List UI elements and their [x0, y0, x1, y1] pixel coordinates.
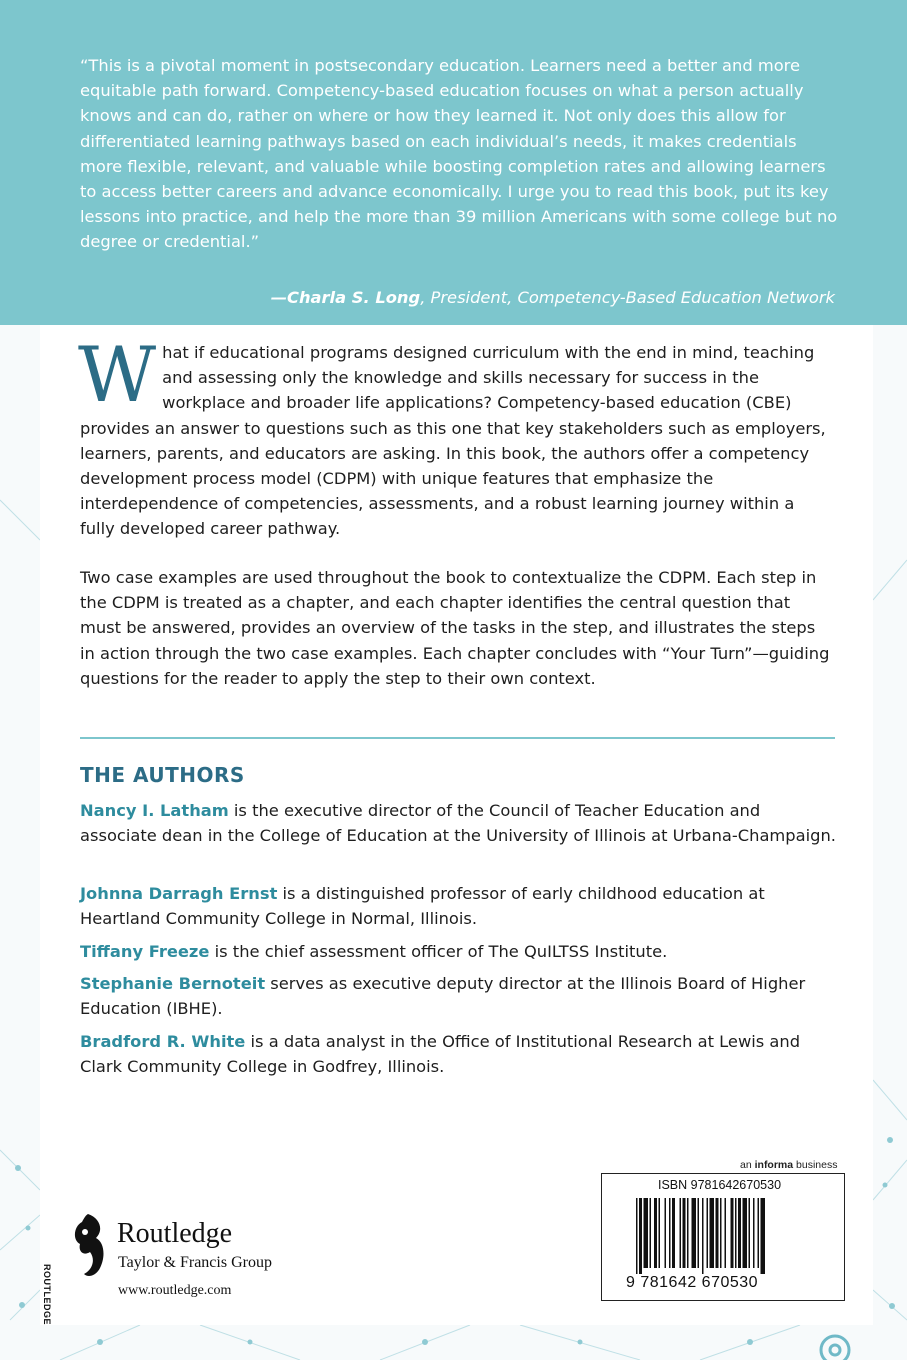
- barcode-bar: [639, 1198, 642, 1274]
- author-description: is a data analyst in the Office of Institutional Research at Lewis and Clark Community College in Godfrey, Illinois.: [80, 1032, 801, 1077]
- barcode-bar: [683, 1198, 686, 1268]
- barcode-bar: [735, 1198, 737, 1268]
- tagline-suffix: business: [793, 1159, 838, 1171]
- author-name: Nancy I. Latham: [80, 801, 229, 820]
- author-description: is the executive director of the Council of Teacher Education and associate dean in the College of Education at the University of Illinois at Urbana-Champaign.: [80, 801, 836, 846]
- attribution-name: —Charla S. Long: [270, 288, 421, 307]
- tagline-brand: informa: [754, 1159, 794, 1171]
- barcode-bar: [743, 1198, 748, 1268]
- publisher-vertical-mark: ROUTLEDGE: [42, 1264, 52, 1326]
- author-name: Tiffany Freeze: [80, 942, 210, 961]
- barcode-bar: [707, 1198, 709, 1268]
- barcode-bar: [680, 1198, 682, 1268]
- barcode-bar: [687, 1198, 689, 1268]
- drop-cap: W: [78, 330, 157, 419]
- informa-tagline: [740, 1159, 837, 1171]
- tagline-prefix: an: [740, 1159, 755, 1171]
- authors-heading: THE AUTHORS: [80, 763, 245, 787]
- isbn-digits: 9 781642 670530: [626, 1274, 759, 1291]
- description-paragraph-1: [78, 330, 830, 542]
- author-bio-5: [80, 1029, 840, 1079]
- barcode-bar: [654, 1198, 657, 1268]
- author-bio-1: [80, 798, 840, 848]
- barcode-bar: [650, 1198, 652, 1268]
- barcode-bar: [753, 1198, 755, 1268]
- barcode-bars: [636, 1198, 816, 1274]
- isbn-label: ISBN 9781642670530: [658, 1178, 782, 1192]
- barcode-bar: [659, 1198, 661, 1268]
- description-text-1: hat if educational programs designed curriculum with the end in mind, teaching and assessing only the knowledge and skills necessary for success in the workplace and broader life applications? Competency-based education (CBE) provides an answer to questions such as this one that key stakeholders such as employers, learners, parents, and educators are asking. In this book, the authors offer a competency development process model (CDPM) with unique features that emphasize the interdependence of competencies, assessments, and a robust learning journey within a fully developed career pathway.: [80, 343, 826, 539]
- author-description: is the chief assessment officer of The QuILTSS Institute.: [209, 942, 668, 961]
- barcode-bar: [672, 1198, 675, 1268]
- barcode-bar: [698, 1198, 700, 1268]
- barcode-bar: [720, 1198, 722, 1268]
- barcode-bar: [761, 1198, 766, 1274]
- quote-attribution: [271, 288, 835, 307]
- section-divider: [80, 737, 835, 739]
- barcode-bar: [669, 1198, 671, 1268]
- publisher-name: Routledge: [117, 1218, 233, 1249]
- barcode-bar: [636, 1198, 638, 1274]
- author-description: is a distinguished professor of early childhood education at Heartland Community College in Normal, Illinois.: [80, 884, 765, 929]
- attribution-role: , President, Competency-Based Education Network: [420, 288, 835, 307]
- barcode-bar: [644, 1198, 649, 1268]
- author-bio-2: [80, 881, 840, 931]
- endorsement-quote: “This is a pivotal moment in postsecondary education. Learners need a better and more equitable path forward. Competency-based education focuses on what a person actually knows and can do, rather on where or how they learned it. Not only does this allow for differentiated learning pathways based on each individual’s needs, it makes credentials more flexible, relevant, and valuable while boosting completion rates and allowing learners to access better careers and advance economically. I urge you to read this book, put its key lessons into practice, and help the more than 39 million Americans with some college but no degree or credential.”: [80, 56, 838, 252]
- author-name: Bradford R. White: [80, 1032, 246, 1051]
- author-description: serves as executive deputy director at the Illinois Board of Higher Education (IBHE).: [80, 974, 806, 1019]
- barcode-bar: [749, 1198, 751, 1268]
- publisher-group: Taylor & Francis Group: [118, 1254, 272, 1271]
- barcode-bar: [758, 1198, 760, 1268]
- description-paragraph-2: Two case examples are used throughout the book to contextualize the CDPM. Each step in the CDPM is treated as a chapter, and each chapter identifies the central question that must be answered, provides an overview of the tasks in the step, and illustrates the steps in action through the two case examples. Each chapter concludes with “Your Turn”—guiding questions for the reader to apply the step to their own context.: [80, 568, 830, 688]
- author-name: Stephanie Bernoteit: [80, 974, 266, 993]
- publisher-url[interactable]: www.routledge.com: [118, 1283, 232, 1298]
- author-bio-4: [80, 971, 840, 1021]
- author-name: Johnna Darragh Ernst: [80, 884, 278, 903]
- isbn-barcode: [601, 1173, 845, 1301]
- barcode-bar: [731, 1198, 734, 1268]
- author-bio-3: [80, 939, 840, 964]
- barcode-bar: [710, 1198, 715, 1268]
- barcode-bar: [725, 1198, 727, 1268]
- barcode-bar: [665, 1198, 667, 1268]
- barcode-bar: [738, 1198, 741, 1268]
- routledge-logo-icon: [62, 1212, 110, 1278]
- barcode-bar: [692, 1198, 697, 1268]
- barcode-bar: [716, 1198, 719, 1268]
- barcode-bar: [702, 1198, 704, 1274]
